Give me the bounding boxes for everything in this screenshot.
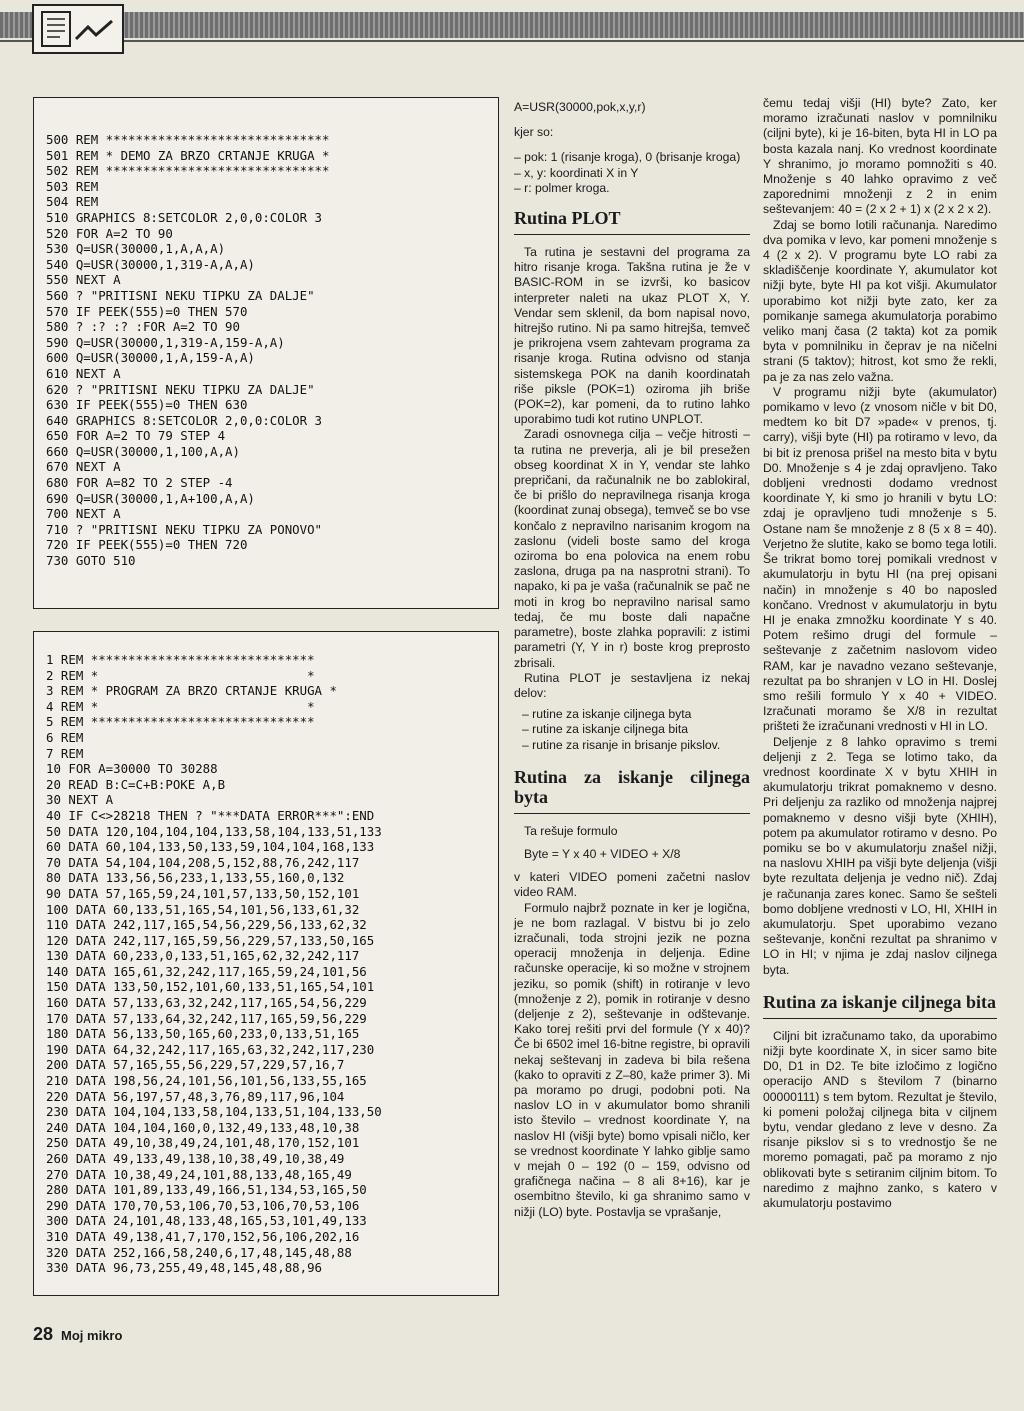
header-stripe <box>0 12 1024 38</box>
paragraph: Ciljni bit izračunamo tako, da uporabimo nižji byte koordinate X, in sicer samo bite D0, D1 in D2. Te bite izločimo z logično operacijo AND s številom 7 (binarno 00000111) s tem bytom. Rezultat je število, ki pomeni položaj ciljnega bita v ciljnem bytu, vendar gledano z leve v desno. Za risanje pikslov si s to vrednostjo še ne moremo pomagati, pač pa moramo z njo oblikovati byte s setiranim ciljnim bitom. To naredimo z majhno zanko, s katero v akumulatorju postavimo <box>763 1028 997 1211</box>
page-number: 28 <box>33 1324 54 1344</box>
code-line: 520 FOR A=2 TO 90 <box>46 225 173 241</box>
code-line: 620 ? "PRITISNI NEKU TIPKU ZA DALJE" <box>46 381 315 397</box>
code-line: 700 NEXT A <box>46 506 121 522</box>
param-list <box>514 150 750 196</box>
code-line: 690 Q=USR(30000,1,A+100,A,A) <box>46 490 255 506</box>
section-logo-icon <box>32 4 124 54</box>
code-line: 190 DATA 64,32,242,117,165,63,32,242,117,230 <box>46 1041 375 1057</box>
header-rule <box>0 40 1024 42</box>
paragraph: Zaradi osnovnega cilja – večje hitrosti – ta rutina ne preverja, ali je bil presežen obseg koordinat X in Y, vendar ste lahko prepričani, da računalnik ne bo zablokiral, če bi prišlo do nepravilnega risanja kroga (koordinat zunaj obsega), temveč se bo vse končalo z nepravilno narisanim krogom na zaslonu (videli boste samo del kroga oziroma bo ena polovica na enem robu zaslona, druga pa na nasprotni strani). To napako, ki pa je vaša (računalnik se pač ne moti in krog bo nepravilno narisal samo tedaj, če mu boste dali napačne parametre), boste zlahka popravili: z istimi parametri (Y, Y in r) boste krog preprosto zbrisali. <box>514 427 750 670</box>
code-line: 2 REM * * <box>46 667 315 683</box>
code-line: 610 NEXT A <box>46 365 121 381</box>
code-line: 90 DATA 57,165,59,24,101,57,133,50,152,101 <box>46 885 360 901</box>
basic-listing-loader <box>33 631 499 1296</box>
code-line: 290 DATA 170,70,53,106,70,53,106,70,53,106 <box>46 1197 360 1213</box>
code-line: 6 REM <box>46 729 84 745</box>
code-line: 640 GRAPHICS 8:SETCOLOR 2,0,0:COLOR 3 <box>46 412 323 428</box>
page-footer <box>33 1324 122 1345</box>
code-line: 710 ? "PRITISNI NEKU TIPKU ZA PONOVO" <box>46 521 323 537</box>
code-line: 670 NEXT A <box>46 459 121 475</box>
code-line: 540 Q=USR(30000,1,319-A,A,A) <box>46 256 255 272</box>
code-line: 1 REM ****************************** <box>46 652 315 667</box>
code-line: 150 DATA 133,50,152,101,60,133,51,165,54,101 <box>46 979 375 995</box>
code-line: 180 DATA 56,133,50,165,60,233,0,133,51,165 <box>46 1026 360 1042</box>
code-line: 650 FOR A=2 TO 79 STEP 4 <box>46 428 226 444</box>
code-line: 310 DATA 49,138,41,7,170,152,56,106,202,16 <box>46 1228 360 1244</box>
code-line: 230 DATA 104,104,133,58,104,133,51,104,133,50 <box>46 1104 382 1120</box>
code-line: 3 REM * PROGRAM ZA BRZO CRTANJE KRUGA * <box>46 683 337 699</box>
code-line: 220 DATA 56,197,57,48,3,76,89,117,96,104 <box>46 1088 345 1104</box>
code-line: 20 READ B:C=C+B:POKE A,B <box>46 776 226 792</box>
paragraph: Ta rutina je sestavni del programa za hitro risanje kroga. Takšna rutina je že v BASIC-ROM in se izvrši, ko basicov interpreter naleti na ukaz PLOT X, Y. Vendar sem sklenil, da bom napisal novo, hitrejšo rutino. Ni pa samo hitrejša, temveč je prikrojena vsem zahtevam programa za risanje kroga. Rutina odvisno od stanja sistemskega POK na danih koordinatah riše piksle (POK=1) oziroma jih briše (POK=2), kar pomeni, da to rutino lahko uporabimo tudi kot rutino UNPLOT. <box>514 245 750 427</box>
code-line: 70 DATA 54,104,104,208,5,152,88,76,242,117 <box>46 854 360 870</box>
code-line: 100 DATA 60,133,51,165,54,101,56,133,61,32 <box>46 901 360 917</box>
parts-list <box>522 707 750 753</box>
code-line: 630 IF PEEK(555)=0 THEN 630 <box>46 397 248 413</box>
code-line: 40 IF C<>28218 THEN ? "***DATA ERROR***":END <box>46 807 375 823</box>
code-line: 502 REM ****************************** <box>46 163 330 179</box>
code-line: 10 FOR A=30000 TO 30288 <box>46 761 218 777</box>
paragraph: Ta rešuje formulo <box>524 823 618 838</box>
heading-rule <box>514 813 750 814</box>
code-line: 570 IF PEEK(555)=0 THEN 570 <box>46 303 248 319</box>
code-line: 130 DATA 60,233,0,133,51,165,62,32,242,117 <box>46 948 360 964</box>
code-line: 720 IF PEEK(555)=0 THEN 720 <box>46 537 248 553</box>
code-line: 50 DATA 120,104,104,104,133,58,104,133,51,133 <box>46 823 382 839</box>
heading-rule <box>763 1018 997 1019</box>
code-line: 80 DATA 133,56,56,233,1,133,55,160,0,132 <box>46 870 345 886</box>
paragraph: Deljenje z 8 lahko opravimo s tremi deljenji z 2. Tega se lotimo tako, da vrednost koordinate X v bytu XHIH in akumulatorju trikrat pomaknemo v desno. Pri deljenju za razliko od množenja najprej pomaknemo v desno višji byte (XHIH), potem pa akumulator rotiramo v desno. Po pomiku se bo v akumulatorju znašel nižji, na naslovu XHIH pa višji byte deljenja (višji byte rezultata deljenja je vedno nič). Zdaj je računanja zares konec. Samo še sešteli bomo dobljene vrednosti v LO, HI, XHIH in akumulatorju. Spet uporabimo vezano seštevanje, končni rezultat pa shranimo v LO in HI; v njima je zdaj naslov ciljnega byta. <box>763 734 997 977</box>
code-line: 504 REM <box>46 194 99 210</box>
article-column-right <box>763 96 997 1211</box>
part-item: – rutine za iskanje ciljnega bita <box>522 722 688 737</box>
code-line: 120 DATA 242,117,165,59,56,229,57,133,50,165 <box>46 932 375 948</box>
code-line: 280 DATA 101,89,133,49,166,51,134,53,165,50 <box>46 1182 367 1198</box>
heading-rutina-plot: Rutina PLOT <box>514 208 621 229</box>
param-item: – r: polmer kroga. <box>514 180 610 195</box>
param-item: – pok: 1 (risanje kroga), 0 (brisanje kroga) <box>514 150 741 165</box>
code-line: 300 DATA 24,101,48,133,48,165,53,101,49,133 <box>46 1213 367 1229</box>
code-line: 530 Q=USR(30000,1,A,A,A) <box>46 241 226 257</box>
heading-ciljnega-bita: Rutina za iskanje ciljnega bita <box>763 991 997 1012</box>
part-item: – rutine za iskanje ciljnega byta <box>522 707 692 722</box>
code-line: 5 REM ****************************** <box>46 714 315 730</box>
heading-ciljnega-byta: Rutina za iskanje ciljnega byta <box>514 766 750 807</box>
code-line: 60 DATA 60,104,133,50,133,59,104,104,168,133 <box>46 839 375 855</box>
code-line: 500 REM ****************************** <box>46 132 330 147</box>
formula-usr: A=USR(30000,pok,x,y,r) <box>514 100 646 114</box>
code-line: 330 DATA 96,73,255,49,48,145,48,88,96 <box>46 1260 323 1276</box>
code-line: 680 FOR A=82 TO 2 STEP -4 <box>46 475 233 491</box>
paragraph: v kateri VIDEO pomeni začetni naslov video RAM. <box>514 870 750 900</box>
param-item: – x, y: koordinati X in Y <box>514 165 639 180</box>
code-line: 580 ? :? :? :FOR A=2 TO 90 <box>46 319 240 335</box>
code-line: 30 NEXT A <box>46 792 114 808</box>
paragraph: Formulo najbrž poznate in ker je logična, je ne bom razlagal. V bistvu bi jo zelo izračunali, toda strojni jezik ne pozna operacij množenja in deljenja. Edine računske operacije, ki so možne v strojnem jeziku, so pomik (shift) in rotiranje v levo (množenje z 2), pomik in rotiranje v desno (deljenje z 2), seštevanje in odštevanje. Kako torej rešiti prvi del formule (Y x 40)? Če bi 6502 imel 16-bitne registre, bi opravili nekaj seštevanj in zadeva bi bila rešena (kako to opraviti z Z–80, kaže primer 3). Mi pa moramo po drugi, podobni poti. Na naslov LO in v akumulator bomo shranili isto število – vrednost koordinate Y, na naslov HI (višji byte) bomo vpisali ničlo, ker se vrednost koordinate Y lahko giblje samo v mejah 0 – 192 (0 – 159, odvisno od grafičnega načina – 8 ali 8+16), kar je osembitno število, ki ga shranimo samo v nižji (LO) byte. Postavlja se vprašanje, <box>514 900 750 1219</box>
paragraph: čemu tedaj višji (HI) byte? Zato, ker moramo izračunati naslov v pomnilniku (ciljni byte), ki je 16-biten, byta HI in LO pa bosta kazala nanj. Ko vrednost koordinate Y shranimo, jo moramo pomnožiti s 40. Množenje s 40 lahko opravimo z več zaporednimi množenji z 2 in enim seštevanjem: 40 = (2 x 2 + 1) x (2 x 2 x 2). <box>763 96 997 217</box>
code-line: 140 DATA 165,61,32,242,117,165,59,24,101,56 <box>46 963 367 979</box>
code-line: 260 DATA 49,133,49,138,10,38,49,10,38,49 <box>46 1151 345 1166</box>
code-line: 501 REM * DEMO ZA BRZO CRTANJE KRUGA * <box>46 147 330 163</box>
code-line: 560 ? "PRITISNI NEKU TIPKU ZA DALJE" <box>46 287 315 303</box>
code-line: 250 DATA 49,10,38,49,24,101,48,170,152,101 <box>46 1135 360 1151</box>
paragraph: Rutina PLOT je sestavljena iz nekaj delov: <box>514 670 750 700</box>
code-line: 7 REM <box>46 745 84 761</box>
heading-rule <box>514 234 750 235</box>
code-line: 550 NEXT A <box>46 272 121 288</box>
code-line: 210 DATA 198,56,24,101,56,101,56,133,55,165 <box>46 1073 367 1089</box>
where-label: kjer so: <box>514 125 554 140</box>
code-line: 4 REM * * <box>46 698 315 714</box>
code-line: 600 Q=USR(30000,1,A,159-A,A) <box>46 350 255 366</box>
magazine-name: Moj mikro <box>61 1328 123 1343</box>
code-line: 240 DATA 104,104,160,0,132,49,133,48,10,38 <box>46 1119 360 1135</box>
code-line: 270 DATA 10,38,49,24,101,88,133,48,165,49 <box>46 1166 352 1182</box>
article-column-middle <box>514 96 750 1220</box>
code-line: 160 DATA 57,133,63,32,242,117,165,54,56,229 <box>46 995 367 1011</box>
code-line: 200 DATA 57,165,55,56,229,57,229,57,16,7 <box>46 1057 345 1073</box>
code-line: 110 DATA 242,117,165,54,56,229,56,133,62,32 <box>46 917 367 933</box>
formula-byte: Byte = Y x 40 + VIDEO + X/8 <box>524 846 681 861</box>
code-line: 503 REM <box>46 178 99 194</box>
code-line: 320 DATA 252,166,58,240,6,17,48,145,48,88 <box>46 1244 352 1260</box>
code-line: 170 DATA 57,133,64,32,242,117,165,59,56,229 <box>46 1010 367 1026</box>
code-line: 730 GOTO 510 <box>46 553 136 569</box>
code-line: 510 GRAPHICS 8:SETCOLOR 2,0,0:COLOR 3 <box>46 209 323 225</box>
code-line: 660 Q=USR(30000,1,100,A,A) <box>46 443 240 459</box>
basic-listing-demo <box>33 97 499 609</box>
paragraph: V programu nižji byte (akumulator) pomikamo v levo (z vnosom ničle v bit D0, medtem ko bit D7 »pade« v prenos, tj. carry), višji byte (HI) pa rotiramo v levo, da bi bit iz prenosa prišel na mesto bita v bytu D0. Množenje s 4 je zdaj opravljeno. Tako dobljeni vrednosti dodamo vrednost koordinate Y, ki smo jo hranili v bytu LO: zdaj je opravljeno tudi množenje s 5. Ostane nam še množenje z 8 (5 x 8 = 40). Verjetno že slutite, kako se bomo tega lotili. Še trikrat bomo torej pomikali vrednost v akumulatorju in bytu HI (na prej opisani način) in množenje s 40 bo naposled končano. Vrednost v akumulatorju in bytu HI je enaka zmnožku koordinate Y s 40. Potem rešimo drugi del formule – seštevanje z začetnim naslovom video RAM, kar je navadno vezano seštevanje, rezultat pa bo shranjen v LO in HI. Doslej smo rešili formulo Y x 40 + VIDEO. Izračunati moramo še X/8 in rezultat prišteti že izračunani vrednosti v HI in LO. <box>763 384 997 734</box>
code-line: 590 Q=USR(30000,1,319-A,159-A,A) <box>46 334 285 350</box>
paragraph: Zdaj se bomo lotili računanja. Naredimo dva pomika v levo, kar pomeni množenje s 4 (2 x 2). V programu byte LO rabi za skladiščenje koordinate Y, akumulator kot nižji byte, byte HI pa kot višji. Akumulator uporabimo kot nižji byte zato, ker za pomikanje samega akumulatorja porabimo veliko manj časa (2 takta) kot za pomik byta v pomnilniku in čeprav je na ničelni strani (5 taktov); hitrost, kot smo že rekli, pa je za nas zelo važna. <box>763 217 997 384</box>
part-item: – rutine za risanje in brisanje pikslov. <box>522 737 721 752</box>
